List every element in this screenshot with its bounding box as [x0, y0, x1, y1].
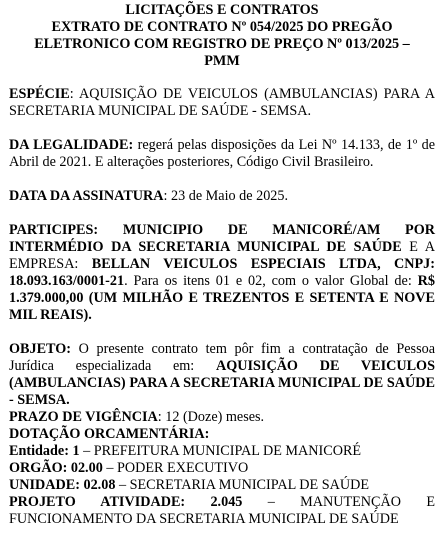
header-line-1: LICITAÇÕES E CONTRATOS	[125, 2, 319, 18]
projeto-text: – MANUTENÇÃO E FUNCIONAMENTO DA SECRETARIA MUNICIPAL DE SAÚDE	[9, 494, 435, 527]
objeto-bold: AQUISIÇÃO DE VEICULOS (AMBULANCIAS) PARA A SECRETARIA MUNICIPAL DE SAÚDE - SEMSA.	[9, 358, 435, 408]
legalidade-label: DA LEGALIDADE:	[9, 137, 134, 153]
assinatura-paragraph	[9, 188, 435, 205]
entidade-paragraph	[9, 443, 435, 460]
dotacao-paragraph	[9, 426, 435, 443]
projeto-label: PROJETO ATIVIDADE: 2.045	[9, 494, 243, 510]
legalidade-text: regerá pelas disposições da Lei Nº 14.133, de 1º de Abril de 2021. E alterações posteriores, Código Civil Brasileiro.	[9, 137, 436, 170]
entidade-text: – PREFEITURA MUNICIPAL DE MANICORÉ	[79, 443, 362, 459]
unidade-paragraph	[9, 477, 435, 494]
orgao-paragraph	[9, 460, 435, 477]
header-line-4: PMM	[204, 53, 240, 69]
assinatura-label: DATA DA ASSINATURA	[9, 188, 164, 204]
objeto-text: O presente contrato tem pôr fim a contratação de Pessoa Jurídica especializada em:	[9, 341, 435, 374]
participes-company: BELLAN VEICULOS ESPECIAIS LTDA, CNPJ: 18.093.163/0001-21	[9, 256, 435, 289]
assinatura-text: : 23 de Maio de 2025.	[163, 188, 289, 204]
projeto-paragraph	[9, 494, 435, 528]
especie-text: : AQUISIÇÃO DE VEICULOS (AMBULANCIAS) PARA A SECRETARIA MUNICIPAL DE SAÚDE - SEMSA.	[9, 86, 435, 119]
vigencia-label: PRAZO DE VIGÊNCIA	[9, 409, 158, 425]
participes-value: R$ 1.379.000,00 (UM MILHÃO E TREZENTOS E SETENTA E NOVE MIL REAIS).	[9, 273, 435, 323]
objeto-paragraph	[9, 341, 435, 409]
especie-label: ESPÉCIE	[9, 86, 70, 102]
legalidade-paragraph	[9, 137, 435, 171]
vigencia-text: : 12 (Doze) meses.	[157, 409, 265, 425]
orgao-label: ORGÃO: 02.00	[9, 460, 103, 476]
participes-bold-1: PARTICIPES: MUNICIPIO DE MANICORÉ/AM POR INTERMÉDIO DA SECRETARIA MUNICIPAL DE SAÚDE	[9, 222, 435, 255]
orgao-text: – PODER EXECUTIVO	[102, 460, 249, 476]
participes-text-1: E A EMPRESA:	[9, 239, 435, 272]
especie-paragraph	[9, 86, 435, 120]
participes-paragraph	[9, 222, 435, 324]
document-header	[9, 2, 435, 70]
vigencia-paragraph	[9, 409, 435, 426]
objeto-label: OBJETO:	[9, 341, 72, 357]
unidade-label: UNIDADE: 02.08	[9, 477, 116, 493]
dotacao-label: DOTAÇÃO ORCAMENTÁRIA:	[9, 426, 210, 442]
entidade-label: Entidade: 1	[9, 443, 80, 459]
unidade-text: – SECRETARIA MUNICIPAL DE SAÚDE	[115, 477, 370, 493]
header-line-2: EXTRATO DE CONTRATO Nº 054/2025 DO PREGÃO	[51, 19, 393, 35]
header-line-3: ELETRONICO COM REGISTRO DE PREÇO Nº 013/2025 –	[34, 36, 410, 52]
participes-text-2: . Para os itens 01 e 02, com o valor Global de:	[124, 273, 418, 289]
